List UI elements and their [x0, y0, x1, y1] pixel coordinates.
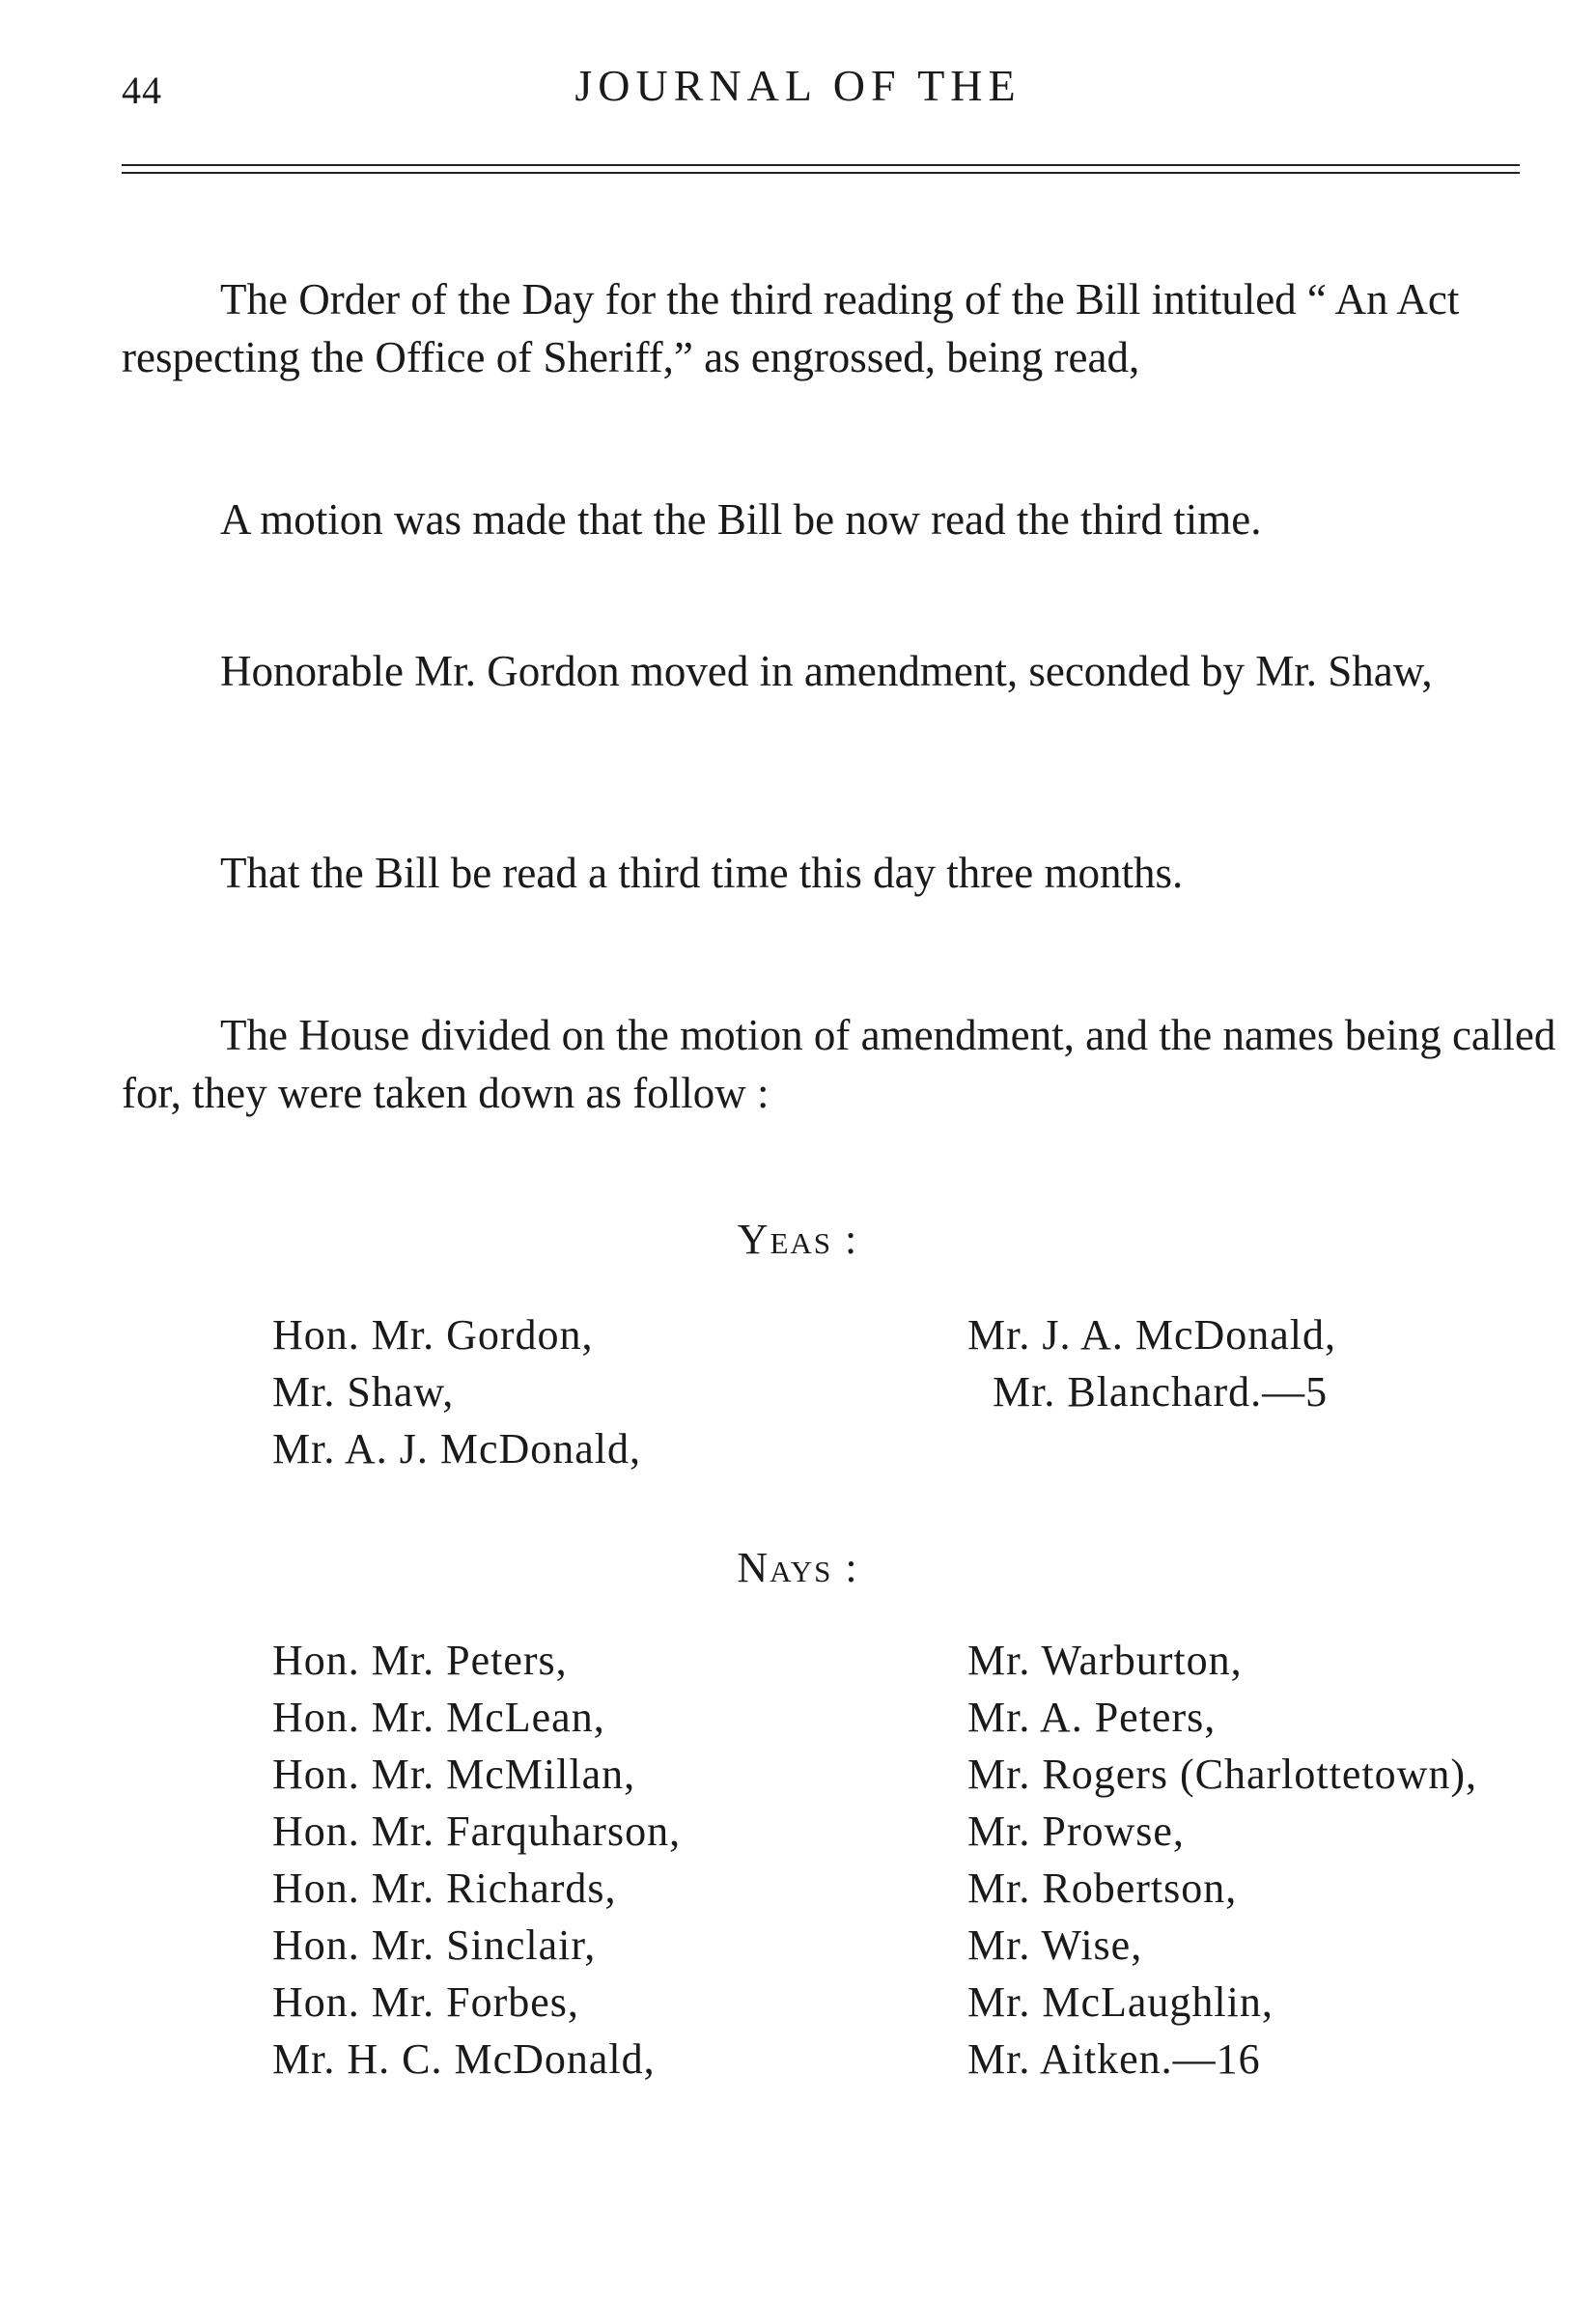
list-item: Hon. Mr. McLean,	[272, 1694, 605, 1741]
yeas-heading: Yeas :	[737, 1216, 859, 1263]
list-item: Mr. Wise,	[967, 1921, 1143, 1969]
page-number: 44	[122, 69, 162, 112]
list-item: Hon. Mr. Gordon,	[272, 1311, 594, 1359]
paragraph-motion: A motion was made that the Bill be now read the third time.	[220, 495, 1262, 544]
list-item: Hon. Mr. McMillan,	[272, 1751, 636, 1798]
list-item: Mr. Shaw,	[272, 1368, 455, 1416]
paragraph-division: The House divided on the motion of amendment, and the names being called for, they were taken down as follow :	[122, 1011, 1556, 1117]
list-item: Mr. McLaughlin,	[967, 1978, 1274, 2026]
list-item: Hon. Mr. Farquharson,	[272, 1808, 682, 1855]
list-item: Mr. Prowse,	[967, 1808, 1185, 1855]
list-item: Mr. Warburton,	[967, 1637, 1243, 1684]
nays-right-column	[967, 1632, 1477, 2088]
list-item: Mr. J. A. McDonald,	[967, 1311, 1336, 1359]
list-item: Mr. Aitken.—16	[967, 2035, 1261, 2083]
list-item: Mr. A. Peters,	[967, 1694, 1217, 1741]
list-item: Hon. Mr. Sinclair,	[272, 1921, 597, 1969]
paragraph-order-of-day: The Order of the Day for the third reading of the Bill intituled “ An Act respecting the Office of Sheriff,” as engrossed, being read,	[122, 275, 1460, 381]
header-rule-top	[122, 164, 1520, 166]
nays-heading: Nays :	[737, 1544, 859, 1591]
paragraph-amendment: Honorable Mr. Gordon moved in amendment, seconded by Mr. Shaw,	[220, 647, 1433, 695]
list-item: Mr. Rogers (Charlottetown),	[967, 1751, 1478, 1798]
paragraph-three-months: That the Bill be read a third time this day three months.	[220, 849, 1184, 897]
list-item: Mr. H. C. McDonald,	[272, 2035, 656, 2083]
list-item: Hon. Mr. Peters,	[272, 1637, 568, 1684]
running-title: JOURNAL OF THE	[574, 61, 1022, 110]
header-rule-bottom	[122, 172, 1520, 174]
yeas-right-column	[967, 1306, 1336, 1420]
list-item: Hon. Mr. Forbes,	[272, 1978, 579, 2026]
list-item: Mr. Blanchard.—5	[993, 1368, 1329, 1416]
nays-left-column	[272, 1632, 681, 2088]
list-item: Mr. A. J. McDonald,	[272, 1425, 641, 1472]
yeas-left-column	[272, 1306, 641, 1477]
list-item: Mr. Robertson,	[967, 1864, 1238, 1912]
list-item: Hon. Mr. Richards,	[272, 1864, 617, 1912]
